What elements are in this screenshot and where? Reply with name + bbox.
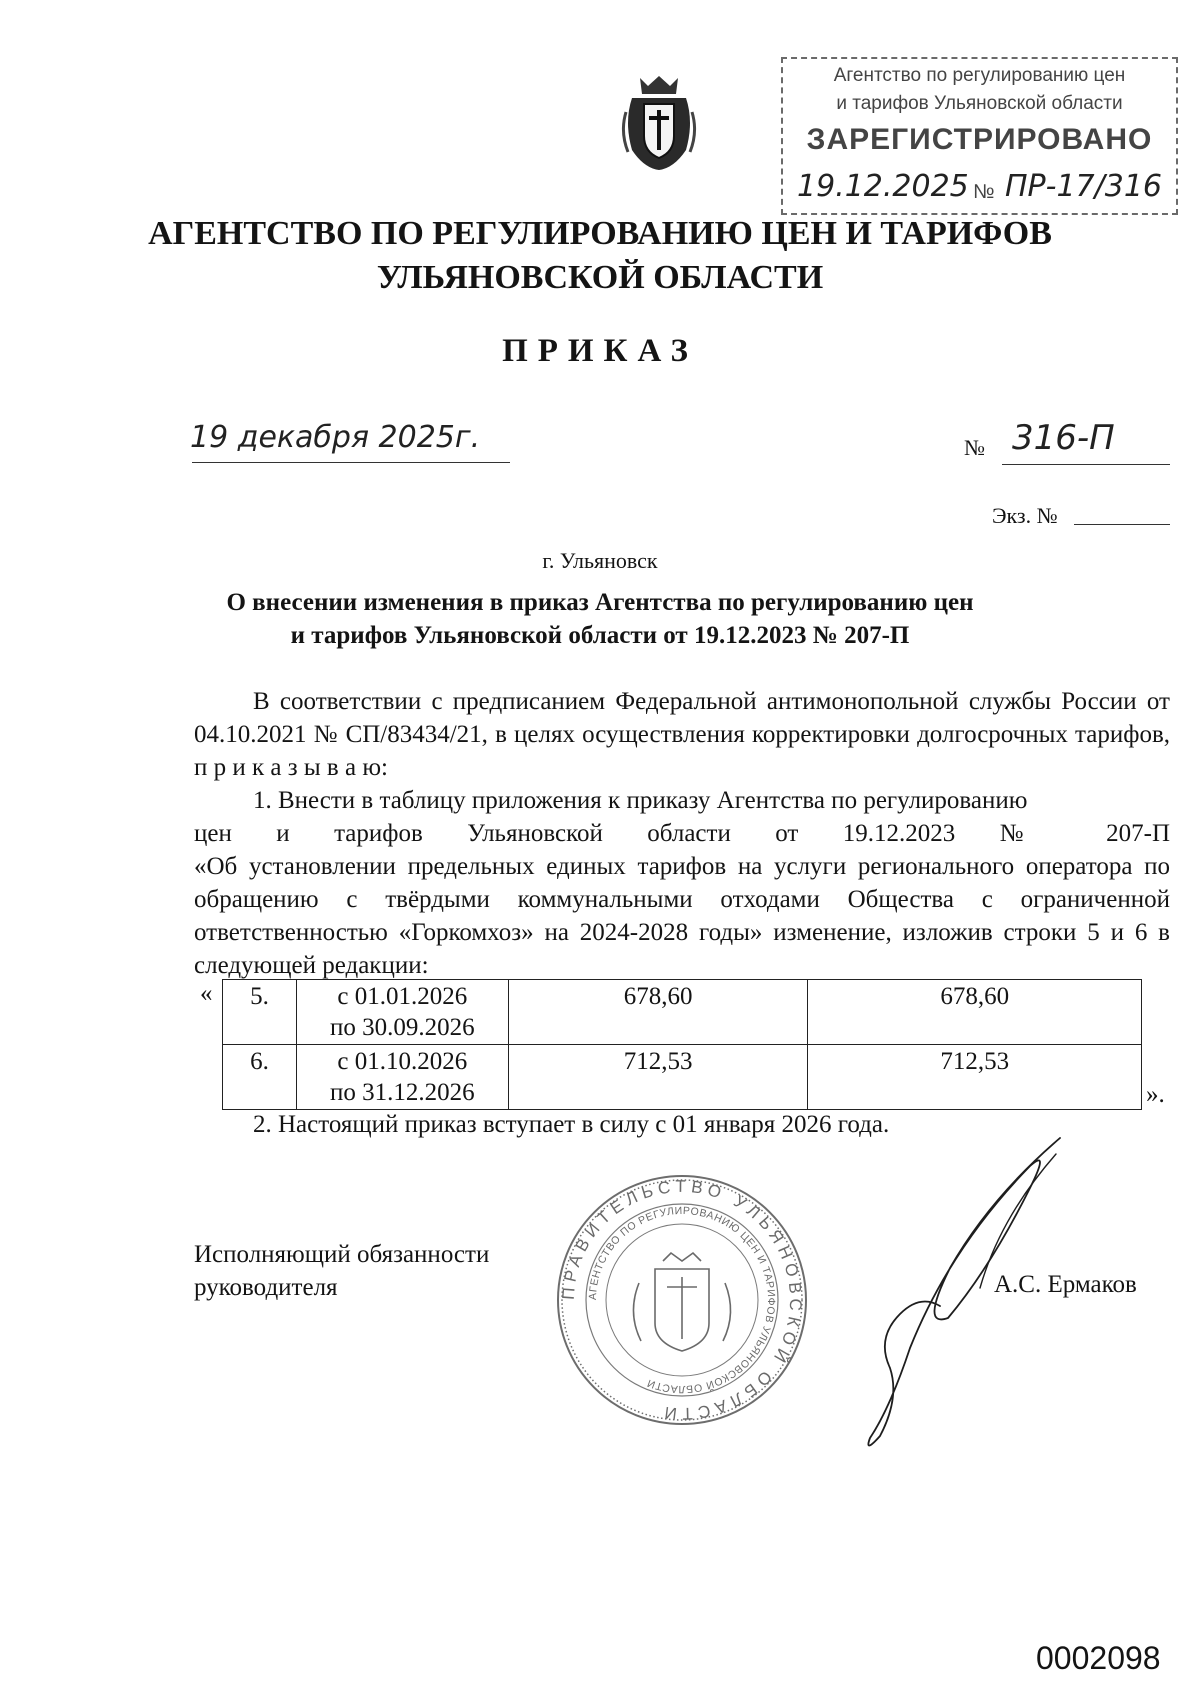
coat-of-arms-icon <box>618 72 700 172</box>
stamp-agency-line1: Агентство по регулированию цен <box>833 65 1126 86</box>
signer-position <box>194 1238 489 1304</box>
copy-number-underline <box>1074 524 1170 525</box>
document-type-title: ПРИКАЗ <box>502 333 698 369</box>
city: г. Ульяновск <box>542 548 658 573</box>
seal-inner-text: АГЕНТСТВО ПО РЕГУЛИРОВАНИЮ ЦЕН И ТАРИФОВ УЛЬЯНОВСКОЙ ОБЛАСТИ <box>586 1204 778 1396</box>
organization-title <box>60 212 1140 300</box>
stamp-agency-line2: и тарифов Ульяновской области <box>836 93 1123 114</box>
preamble-text: В соответствии с предписанием Федеральной антимонопольной службы России от 04.10.2021 № СП/83434/21, в целях осуществления корректировки долгосрочных тарифов, п р и к а з ы в а ю: <box>194 688 1170 781</box>
table-row <box>223 980 1142 1045</box>
registration-stamp <box>781 57 1178 215</box>
signer-name: А.С. Ермаков <box>994 1271 1137 1298</box>
period-from: с 01.01.2026 <box>337 983 468 1010</box>
row-period <box>296 1045 508 1110</box>
period-to: по 30.09.2026 <box>330 1014 475 1041</box>
item-1-line2: цен и тарифов Ульяновской области от 19.12.2023 № 207-П <box>194 820 1170 847</box>
number-underline <box>1002 464 1170 465</box>
item-2-text: 2. Настоящий приказ вступает в силу с 01 января 2026 года. <box>253 1111 890 1138</box>
order-subject <box>120 586 1080 652</box>
table-quote-open: « <box>200 980 213 1007</box>
preamble-paragraph <box>194 685 1170 784</box>
row-value-2: 712,53 <box>808 1045 1142 1110</box>
signer-position-line2: руководителя <box>194 1274 338 1301</box>
amendment-table <box>222 979 1142 1110</box>
table-row <box>223 1045 1142 1110</box>
document-id: 0002098 <box>1036 1640 1161 1676</box>
official-seal <box>555 1173 809 1427</box>
copy-number-label: Экз. № <box>992 503 1058 528</box>
row-value-2: 678,60 <box>808 980 1142 1045</box>
table-quote-close: ». <box>1146 1081 1165 1108</box>
seal-outer-text: ПРАВИТЕЛЬСТВО УЛЬЯНОВСКОЙ ОБЛАСТИ <box>558 1176 806 1424</box>
subject-line2: и тарифов Ульяновской области от 19.12.2023 № 207-П <box>290 622 910 649</box>
order-number-sign: № <box>964 435 985 460</box>
period-from: с 01.10.2026 <box>337 1048 468 1075</box>
order-number: 316-П <box>1012 418 1115 458</box>
stamp-number-label: № <box>973 181 995 203</box>
date-underline <box>192 462 510 463</box>
signer-position-line1: Исполняющий обязанности <box>194 1241 490 1268</box>
order-date: 19 декабря 2025г. <box>190 420 481 455</box>
item-1-paragraph <box>194 784 1170 982</box>
org-title-line1: АГЕНТСТВО ПО РЕГУЛИРОВАНИЮ ЦЕН И ТАРИФОВ <box>148 215 1052 252</box>
org-title-line2: УЛЬЯНОВСКОЙ ОБЛАСТИ <box>376 259 824 296</box>
item-1-line1: 1. Внести в таблицу приложения к приказу Агентства по регулированию <box>253 787 1028 814</box>
item-1-rest: «Об установлении предельных единых тарифов на услуги регионального оператора по обращению с твёрдыми коммунальными отходами Общества с ограниченной ответственностью «Горкомхоз» на 2024-2028 годы» изменение, изложив строки 5 и 6 в следующей редакции: <box>194 853 1170 979</box>
row-period <box>296 980 508 1045</box>
stamp-date: 19.12.2025 <box>797 169 969 204</box>
stamp-number: ПР-17/316 <box>1005 169 1163 204</box>
subject-line1: О внесении изменения в приказ Агентства по регулированию цен <box>226 589 974 616</box>
row-number: 5. <box>223 980 297 1045</box>
period-to: по 31.12.2026 <box>330 1079 475 1106</box>
row-value-1: 678,60 <box>508 980 808 1045</box>
stamp-status: ЗАРЕГИСТРИРОВАНО <box>806 123 1153 156</box>
row-value-1: 712,53 <box>508 1045 808 1110</box>
row-number: 6. <box>223 1045 297 1110</box>
